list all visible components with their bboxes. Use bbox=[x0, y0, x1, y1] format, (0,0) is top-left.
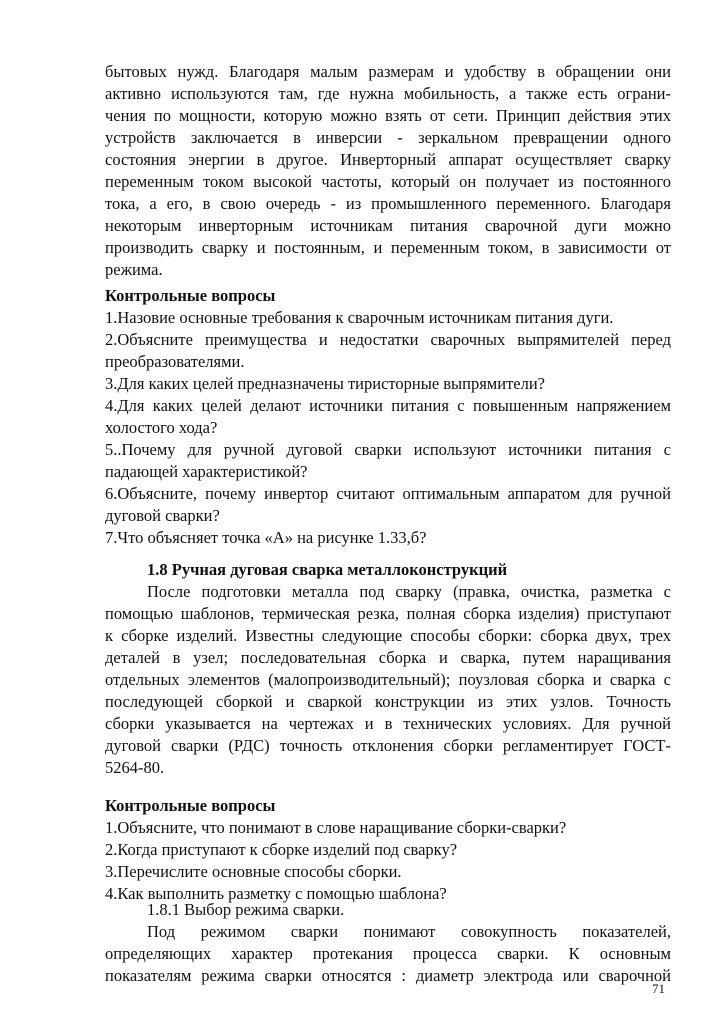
question-line: падающей характеристикой? bbox=[105, 462, 308, 481]
intro-line: производить сварку и постоянным, и переменным током, в зависимости от bbox=[105, 238, 671, 257]
intro-line: устройств заключается в инверсии - зеркальном превращении одного bbox=[105, 128, 671, 147]
intro-line: бытовых нужд. Благодаря малым размерам и удобству в обращении они bbox=[105, 62, 671, 81]
intro-line: активно используются там, где нужна мобильность, а также есть ограни- bbox=[105, 84, 671, 103]
section-line: дуговой сварки (РДС) точность отклонения сборки регламентирует ГОСТ- bbox=[105, 736, 671, 755]
section-line: 5264-80. bbox=[105, 758, 165, 777]
intro-line: чения по мощности, которую можно взять от сети. Принцип действия этих bbox=[105, 106, 671, 125]
questions-heading: Контрольные вопросы bbox=[105, 286, 276, 305]
subsection-line: показателям режима сварки относятся : диаметр электрода или сварочной bbox=[105, 966, 671, 985]
question-line: 6.Объясните, почему инвертор считают оптимальным аппаратом для ручной bbox=[105, 484, 671, 503]
question-line: 5..Почему для ручной дуговой сварки используют источники питания с bbox=[105, 440, 671, 459]
intro-line: переменным током высокой частоты, который он получает из постоянного bbox=[105, 172, 671, 191]
section-line: отдельных элементов (малопроизводительный); поузловая сборка и сварка с bbox=[105, 670, 671, 689]
questions-heading: Контрольные вопросы bbox=[105, 796, 276, 815]
section-heading: 1.8 Ручная дуговая сварка металлоконструкций bbox=[147, 560, 508, 579]
subsection-line: определяющих характер протекания процесса сварки. К основным bbox=[105, 944, 671, 963]
question-line: преобразователями. bbox=[105, 352, 245, 371]
section-line: последующей сборкой и сваркой конструкции из этих узлов. Точность bbox=[105, 692, 671, 711]
question-line: 4.Как выполнить разметку с помощью шаблона? bbox=[105, 884, 447, 903]
question-line: 3.Для каких целей предназначены тиристорные выпрямители? bbox=[105, 374, 546, 393]
subsection-line: Под режимом сварки понимают совокупность показателей, bbox=[147, 922, 671, 941]
intro-line: режима. bbox=[105, 260, 163, 279]
section-line: к сборке изделий. Известны следующие способы сборки: сборка двух, трех bbox=[105, 626, 671, 645]
question-line: 1.Объясните, что понимают в слове наращивание сборки-сварки? bbox=[105, 818, 567, 837]
section-line: После подготовки металла под сварку (правка, очистка, разметка с bbox=[147, 582, 671, 601]
section-line: сборки указывается на чертежах и в технических условиях. Для ручной bbox=[105, 714, 671, 733]
section-line: деталей в узел; последовательная сборка и сварка, путем наращивания bbox=[105, 648, 671, 667]
page-number: 71 bbox=[652, 981, 665, 996]
section-line: помощью шаблонов, термическая резка, полная сборка изделия) приступают bbox=[105, 604, 671, 623]
question-line: 4.Для каких целей делают источники питания с повышенным напряжением bbox=[105, 396, 671, 415]
intro-line: некоторым инверторным источникам питания сварочной дуги можно bbox=[105, 216, 671, 235]
intro-line: тока, а его, в свою очередь - из промышленного переменного. Благодаря bbox=[105, 194, 671, 213]
question-line: дуговой сварки? bbox=[105, 506, 220, 525]
question-line: 7.Что объясняет точка «А» на рисунке 1.33,б? bbox=[105, 528, 427, 547]
intro-line: состояния энергии в другое. Инверторный аппарат осуществляет сварку bbox=[105, 150, 671, 169]
question-line: 2.Объясните преимущества и недостатки сварочных выпрямителей перед bbox=[105, 330, 671, 349]
question-line: холостого хода? bbox=[105, 418, 218, 437]
question-line: 3.Перечислите основные способы сборки. bbox=[105, 862, 402, 881]
question-line: 2.Когда приступают к сборке изделий под сварку? bbox=[105, 840, 458, 859]
subsection-heading: 1.8.1 Выбор режима сварки. bbox=[147, 900, 345, 919]
question-line: 1.Назовие основные требования к сварочным источникам питания дуги. bbox=[105, 308, 614, 327]
